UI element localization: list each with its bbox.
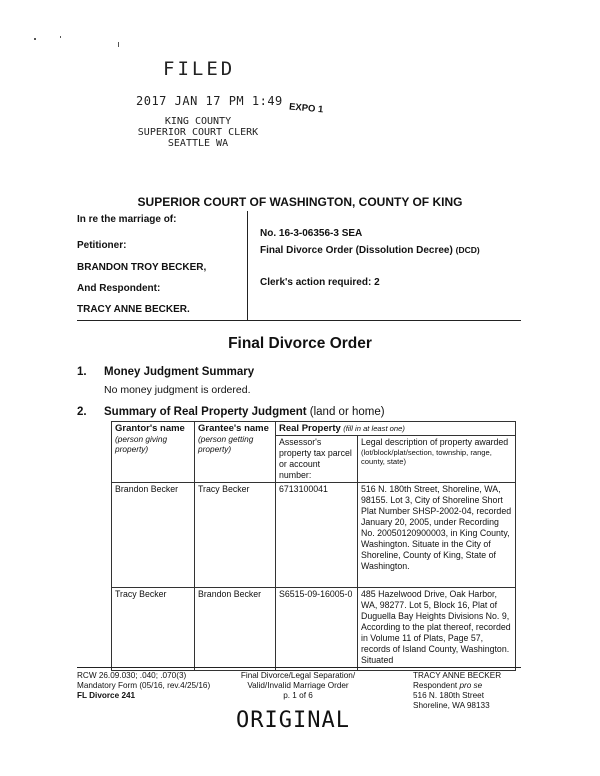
grantor-header [112, 422, 195, 483]
legal-cell: 516 N. 180th Street, Shoreline, WA, 98155. Lot 3, City of Shoreline Short Plat Number SHSP-2002-04, recorded January 20, 2005, under Recording No. 20050120900003, in King County, Washington. Situate in the City of Shoreline, County of King, State of Washington. [358, 483, 516, 588]
legal-header-label: Legal description of property awarded [361, 437, 509, 447]
grantee-header-sub: (person getting property) [198, 434, 254, 454]
footer-role: Respondent [413, 681, 460, 690]
caption-line: In re the marriage of: [77, 214, 177, 225]
table-row [112, 588, 516, 671]
original-stamp: ORIGINAL [236, 708, 350, 733]
grantor-header-sub: (person giving property) [115, 434, 168, 454]
grantee-header-label: Grantee's name [198, 423, 269, 434]
section-body: No money judgment is ordered. [104, 384, 251, 396]
footer-line: Final Divorce/Legal Separation/ [240, 671, 356, 680]
section-title-note: (land or home) [309, 406, 385, 418]
table-header-row [112, 422, 516, 436]
order-name-text: Final Divorce Order (Dissolution Decree) [260, 245, 453, 256]
clerk-line: KING COUNTY [164, 116, 232, 127]
real-property-header-label: Real Property [279, 423, 341, 434]
legal-header-sub: (lot/block/plat/section, township, range, county, state) [361, 448, 492, 466]
footer-line: 516 N. 180th Street [413, 691, 485, 700]
footer-rule [77, 667, 521, 668]
legal-cell: 485 Hazelwood Drive, Oak Harbor, WA, 98277. Lot 5, Block 16, Plat of Duguella Bay Heights Divisions No. 9, According to the plat thereof, recorded in Volume 11 of Plats, Page 57, records of Island County, Washington. Situated [358, 588, 516, 671]
filed-stamp: FILED [163, 58, 236, 80]
order-code: (DCD) [455, 245, 480, 255]
footer-line: TRACY ANNE BECKER [413, 671, 502, 680]
table-row [112, 483, 516, 588]
order-name [260, 245, 480, 256]
grantor-header-label: Grantor's name [115, 423, 185, 434]
footer-line: RCW 26.09.030; .040; .070(3) [77, 671, 187, 680]
caption-line: And Respondent: [77, 283, 161, 294]
caption-line: Petitioner: [77, 240, 127, 251]
footer-center [228, 671, 368, 701]
section-number: 2. [77, 406, 87, 418]
section-number: 1. [77, 366, 87, 378]
scan-speck [60, 36, 61, 38]
footer-line: Shoreline, WA 98133 [413, 701, 490, 710]
court-header: SUPERIOR COURT OF WASHINGTON, COUNTY OF KING [137, 195, 463, 209]
grantee-cell: Tracy Becker [195, 483, 276, 588]
real-property-header [276, 422, 516, 436]
clerk-stamp [128, 116, 268, 149]
footer-role-pro-se: pro se [459, 681, 483, 690]
grantor-cell: Tracy Becker [112, 588, 195, 671]
parcel-header: Assessor's property tax parcel or account number: [276, 436, 358, 483]
footer-left [77, 671, 210, 701]
caption-line: TRACY ANNE BECKER. [77, 304, 190, 315]
parcel-cell: S6515-09-16005-0 [276, 588, 358, 671]
footer-right [413, 671, 501, 711]
section-title [104, 406, 385, 418]
caption-bottom-rule [77, 320, 521, 321]
footer-line [413, 681, 501, 691]
filed-datetime: 2017 JAN 17 PM 1:49 [136, 94, 283, 108]
section-title: Money Judgment Summary [104, 366, 255, 378]
caption-line: BRANDON TROY BECKER, [77, 262, 207, 273]
clerk-line: SEATTLE WA [167, 138, 229, 149]
clerk-line: SUPERIOR COURT CLERK [137, 127, 259, 138]
parcel-cell: 6713100041 [276, 483, 358, 588]
clerk-action: Clerk's action required: 2 [260, 277, 380, 288]
exhibit-mark: EXPO 1 [288, 101, 324, 116]
real-property-header-note: (fill in at least one) [343, 424, 405, 433]
scan-speck [118, 42, 119, 47]
real-property-table [111, 421, 516, 671]
grantee-cell: Brandon Becker [195, 588, 276, 671]
footer-line: p. 1 of 6 [283, 691, 313, 700]
case-caption [77, 211, 521, 321]
scan-speck [34, 38, 36, 40]
caption-divider [247, 211, 248, 321]
case-number: No. 16-3-06356-3 SEA [260, 228, 363, 239]
footer-line: FL Divorce 241 [77, 691, 136, 700]
grantee-header [195, 422, 276, 483]
grantor-cell: Brandon Becker [112, 483, 195, 588]
section-title-text: Summary of Real Property Judgment [104, 406, 307, 418]
footer-line: Mandatory Form (05/16, rev.4/25/16) [77, 681, 211, 690]
legal-header [358, 436, 516, 483]
footer-line: Valid/Invalid Marriage Order [247, 681, 349, 690]
page-title: Final Divorce Order [228, 335, 372, 352]
